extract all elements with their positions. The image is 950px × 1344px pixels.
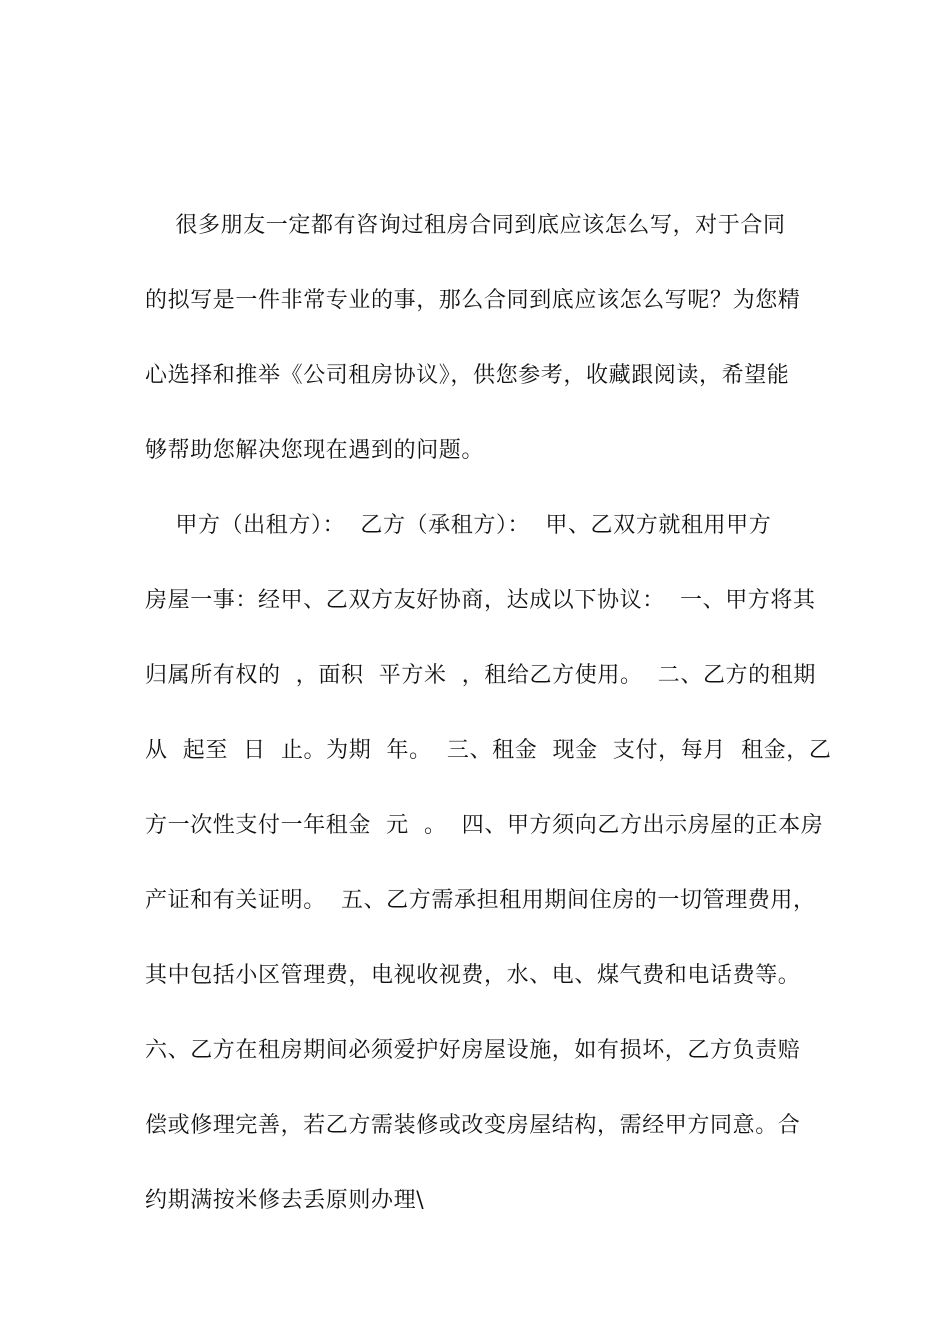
paragraph-line: 产证和有关证明。 五、乙方需承担租用期间住房的一切管理费用， — [145, 888, 816, 913]
paragraph-line: 甲方（出租方）： 乙方（承租方）： 甲、乙双方就租用甲方 — [145, 513, 772, 538]
paragraph-line: 够帮助您解决您现在遇到的问题。 — [145, 438, 485, 463]
paragraph-line: 房屋一事：经甲、乙双方友好协商，达成以下协议： 一、甲方将其 — [145, 588, 816, 613]
paragraph-line: 六、乙方在租房期间必须爱护好房屋设施，如有损坏，乙方负责赔 — [145, 1038, 801, 1063]
paragraph-line: 方一次性支付一年租金 元 。 四、甲方须向乙方出示房屋的正本房 — [145, 813, 824, 838]
paragraph-line: 偿或修理完善，若乙方需装修或改变房屋结构，需经甲方同意。合 — [145, 1113, 801, 1138]
paragraph-line: 其中包括小区管理费，电视收视费，水、电、煤气费和电话费等。 — [145, 963, 801, 988]
paragraph-line: 心选择和推举《公司租房协议》，供您参考，收藏跟阅读，希望能 — [145, 363, 790, 388]
paragraph-line: 从 起至 日 止。为期 年。 三、租金 现金 支付，每月 租金，乙 — [145, 738, 832, 763]
paragraph-line: 归属所有权的 ，面积 平方米 ，租给乙方使用。 二、乙方的租期 — [145, 663, 816, 688]
paragraph-line: 很多朋友一定都有咨询过租房合同到底应该怎么写，对于合同 — [145, 213, 786, 238]
paragraph-line: 的拟写是一件非常专业的事，那么合同到底应该怎么写呢？为您精 — [145, 288, 801, 313]
paragraph-line: 约期满按米修去丢原则办理\ — [145, 1188, 425, 1213]
